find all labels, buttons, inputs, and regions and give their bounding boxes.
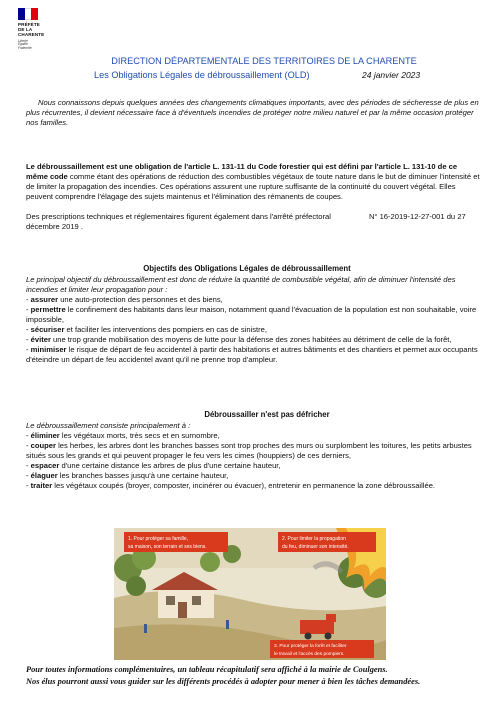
prefecture-name: PRÉFÈTE DE LA CHARENTE [18, 22, 45, 38]
french-flag-icon [18, 8, 38, 20]
objectives-intro: Le principal objectif du débroussaillement est donc de réduire la quantité de combustible végétal, afin de diminuer l'intensité des incendies et limiter leur propagation pour : [26, 275, 456, 294]
list-item: - sécuriser et faciliter les interventions des pompiers en cas de sinistre, [26, 325, 268, 334]
list-item: - permettre le confinement des habitants dans leur maison, notamment quand l'évacuation de la population est non souhaitable, voire impossible, [26, 305, 477, 324]
document-date: 24 janvier 2023 [362, 70, 421, 80]
illustration-label-2-line-1: 2. Pour limiter la propagation [282, 536, 346, 542]
illustration-label-3-line-1: 3. Pour protéger la forêt et faciliter [274, 644, 347, 649]
list-item: - éviter une trop grande mobilisation des moyens de lutte pour la défense des zones habitées au détriment de celle de la forêt, [26, 335, 452, 344]
debroussailler-section [26, 421, 480, 491]
prescriptions-paragraph [26, 212, 480, 232]
illustration-label-1-line-2: sa maison, son terrain et ses biens. [128, 544, 207, 550]
definition-bold: Le débroussaillement est une obligation de l'article L. 131-11 du Code forestier qui est défini par l'article L. 131-10 de ce même code [26, 162, 458, 181]
definition-rest: comme étant des opérations de réduction des combustibles végétaux de toute nature dans le but de diminuer l'intensité et de limiter la propagation des incendies. Ces opérations assurent une rupture suffisante de la continuité du couvert végétal. Elles peuvent comprendre l'élagage des sujets maintenus et l'élimination des rémanents de coupes. [26, 172, 480, 201]
list-item: - espacer d'une certaine distance les arbres de plus d'une certaine hauteur, [26, 461, 281, 470]
republic-motto: Liberté Égalité Fraternité [18, 38, 32, 51]
illustration-label-2-line-2: du feu, diminuer son intensité. [282, 544, 349, 550]
illustration-label-1-line-1: 1. Pour protéger sa famille, [128, 536, 189, 542]
footer-info: Pour toutes informations complémentaires, un tableau récapitulatif sera affiché à la mairie de Coulgens. [26, 665, 388, 674]
definition-paragraph [26, 162, 480, 202]
list-item: - élaguer les branches basses jusqu'à une certaine hauteur, [26, 471, 229, 480]
list-item: - couper les herbes, les arbres dont les branches basses sont trop proches des murs ou surplombent les toitures, les petits arbustes situés sous les grands et qui peuvent propager le feu vers les cimes (houppiers) de ces derniers, [26, 441, 472, 460]
list-item: - traiter les végétaux coupés (broyer, composter, incinérer ou évacuer), entretenir en permanence la zone débroussaillée. [26, 481, 436, 490]
prescriptions-text: Des prescriptions techniques et réglementaires figurent également dans l'arrêté préfectoral [26, 212, 331, 221]
footer-guidance: Nos élus pourront aussi vous guider sur les différents procédés à adopter pour mener à bien les tâches demandées. [26, 677, 421, 686]
fire-prevention-illustration [114, 528, 386, 660]
intro-paragraph: Nous connaissons depuis quelques années des changements climatiques importants, avec des périodes de sécheresse de plus en plus récurrentes, il devient nécessaire face à d'éventuels incendies de protéger notre milieu naturel et par la même occasion protéger nos familles. [26, 98, 479, 127]
debroussailler-title: Débroussailler n'est pas défricher [204, 410, 330, 419]
department-title: DIRECTION DÉPARTEMENTALE DES TERRITOIRES DE LA CHARENTE [111, 56, 417, 66]
prefecture-logo [18, 8, 78, 51]
debroussailler-intro: Le débroussaillement consiste principalement à : [26, 421, 191, 430]
list-item: - éliminer les végétaux morts, très secs et en surnombre, [26, 431, 220, 440]
illustration-label-3-line-2: le travail et l'accès des pompiers. [274, 652, 345, 657]
document-subtitle: Les Obligations Légales de débroussaillement (OLD) [94, 70, 310, 80]
list-item: - minimiser le risque de départ de feu accidentel à partir des habitations et autres bâtiments et des chantiers et permet aux occupants d'éteindre un départ de feu accidentel avant qu'il ne prenne trop d'ampleur. [26, 345, 478, 364]
objectives-section [26, 275, 480, 365]
prescriptions-number: N° 16-2019-12-27-001 du 27 décembre 2019 . [26, 212, 466, 231]
objectives-title: Objectifs des Obligations Légales de débroussaillement [143, 264, 351, 273]
list-item: - assurer une auto-protection des personnes et des biens, [26, 295, 223, 304]
